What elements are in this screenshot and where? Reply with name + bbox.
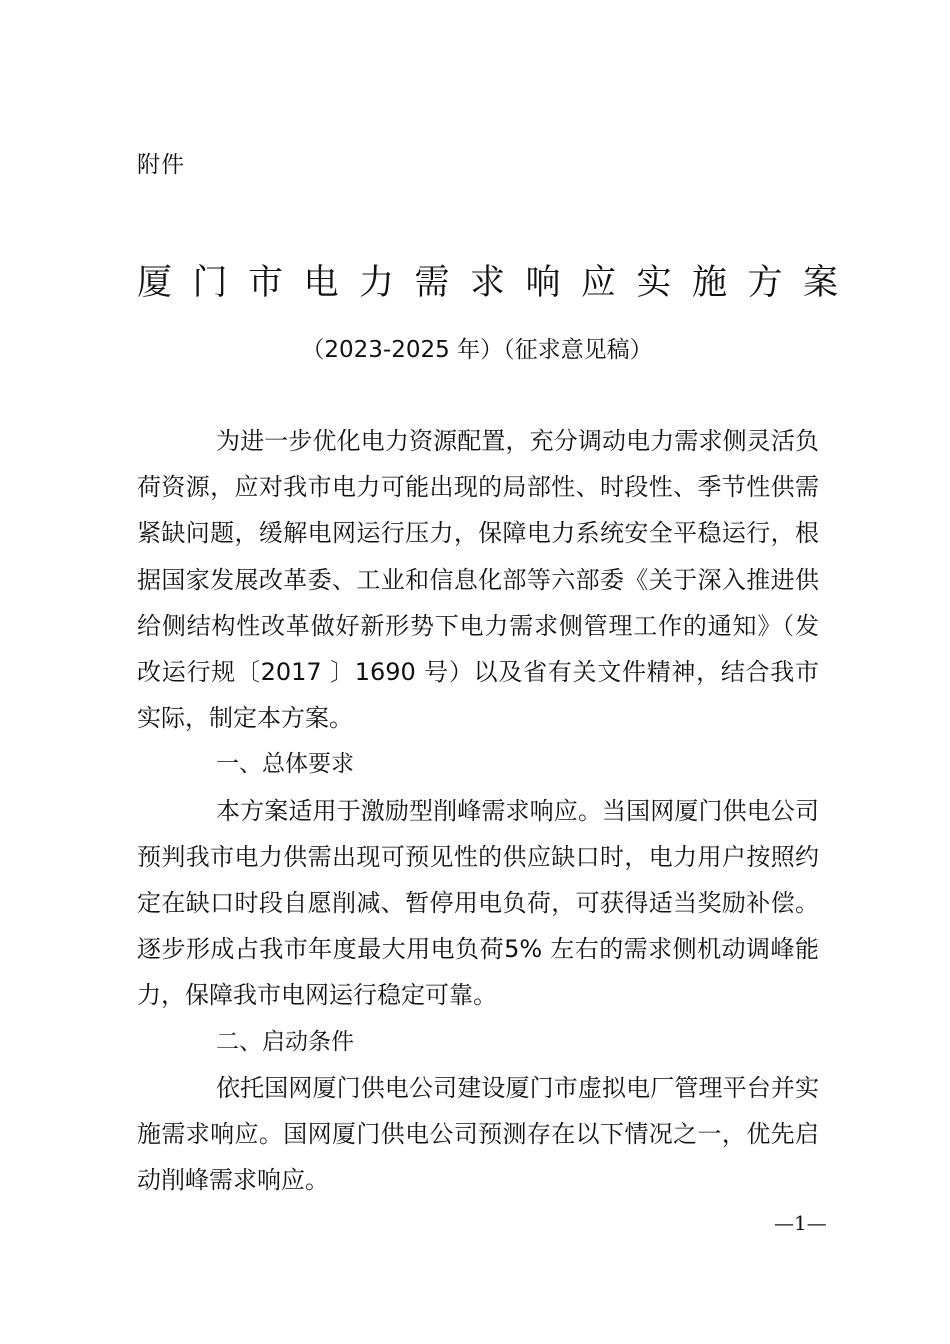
section-heading-general-requirements: 一、总体要求 [216,751,354,778]
document-title: 厦门市电力需求响应实施方案 [137,263,859,303]
section-heading-startup-conditions: 二、启动条件 [216,1028,354,1055]
general-requirements-paragraph: 本方案适用于激励型削峰需求响应。当国网厦门供电公司预判我市电力供需出现可预见性的供应缺口时，电力用户按照约定在缺口时段自愿削减、暂停用电负荷，可获得适当奖励补偿。逐步形成占我市年度最大用电负荷5% 左右的需求侧机动调峰能力，保障我市电网运行稳定可靠。 [137,796,819,1010]
startup-conditions-paragraph: 依托国网厦门供电公司建设厦门市虚拟电厂管理平台并实施需求响应。国网厦门供电公司预测存在以下情况之一，优先启动削峰需求响应。 [137,1073,819,1195]
attachment-label: 附件 [137,152,185,178]
document-subtitle: （2023-2025 年）（征求意见稿） [301,337,653,363]
document-body [137,418,819,1203]
page-number: —1— [774,1211,827,1235]
intro-paragraph: 为进一步优化电力资源配置，充分调动电力需求侧灵活负荷资源，应对我市电力可能出现的局部性、时段性、季节性供需紧缺问题，缓解电网运行压力，保障电力系统安全平稳运行，根据国家发展改革委、工业和信息化部等六部委《关于深入推进供给侧结构性改革做好新形势下电力需求侧管理工作的通知》（发改运行规〔2017 〕1690 号）以及省有关文件精神，结合我市实际，制定本方案。 [137,427,819,733]
